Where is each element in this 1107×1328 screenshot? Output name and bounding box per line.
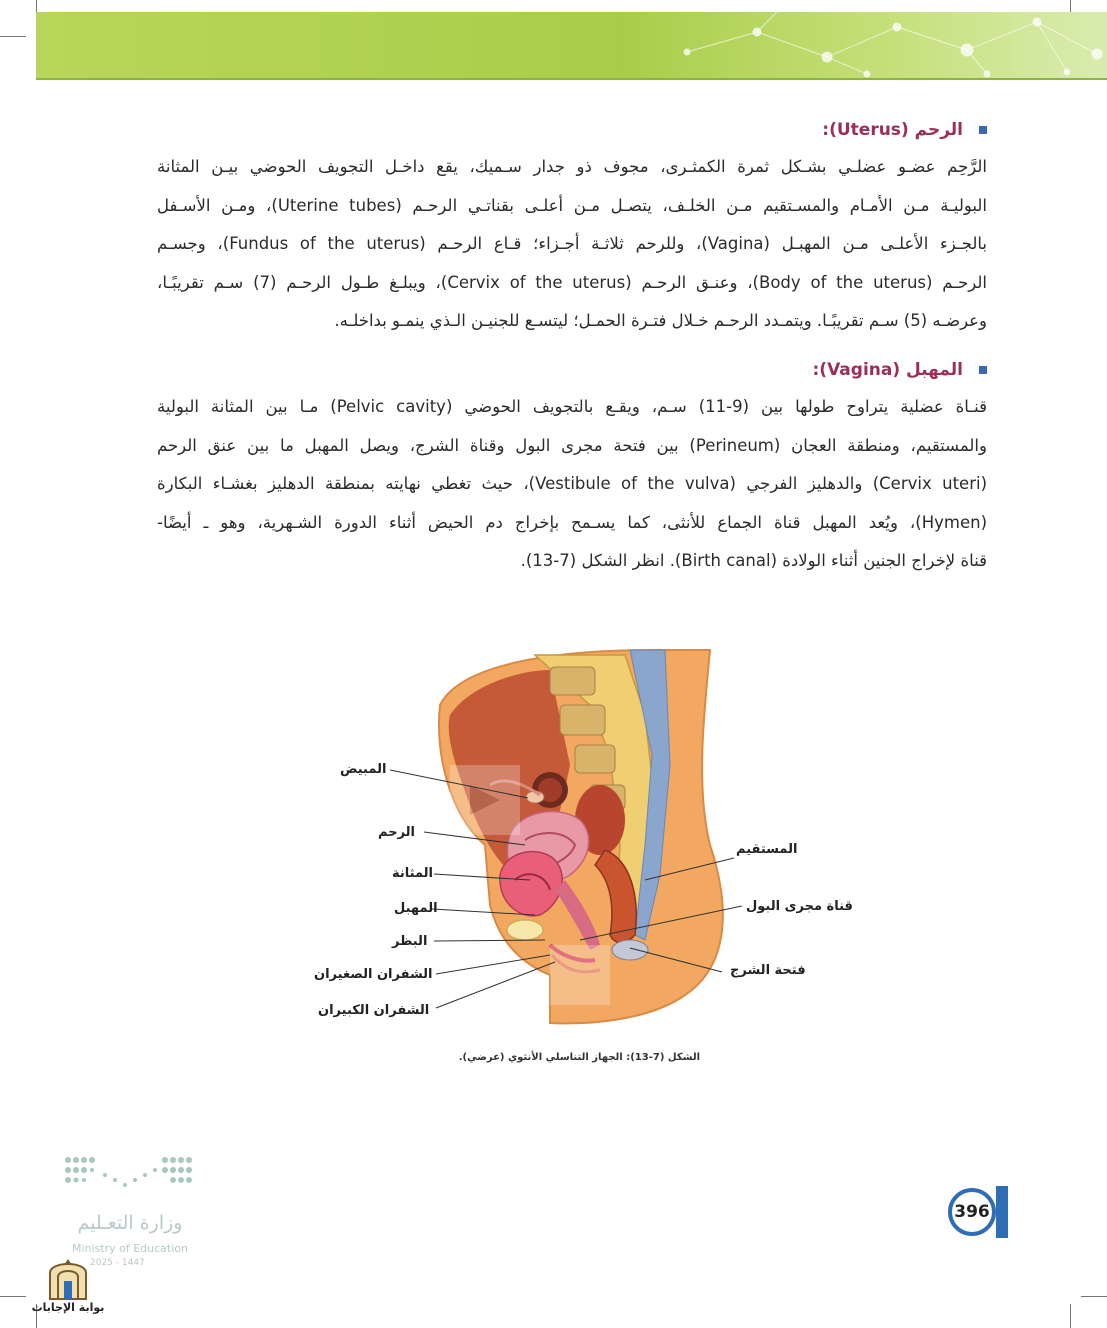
ministry-year: 2025 - 1447 [90,1258,145,1268]
site-name: بوابة الإجابات [31,1301,105,1314]
paragraph-line: قنـاة عضلية يتراوح طولها بين (9-11) سـم، ويقـع بالتجويف الحوضي (Pelvic cavity) مـا بين المثانة البولية [157,397,987,416]
label-uterus: الرحم [378,825,415,840]
paragraph-line: (Cervix uteri) والدهليز الفرجي (Vestibule of the vulva)، حيث تغطي نهايته بمنطقة الدهليز بغشـاء البكارة [157,474,988,493]
page-number-badge [946,1186,1008,1238]
paragraph-line: البوليـة مـن الأمـام والمسـتقيم مـن الخلـف، يتصـل مـن أعلـى بقناتـي الرحـم (Uterine tubes)، ومـن الأسـفل [157,195,987,215]
site-logo [28,1255,108,1317]
paragraph-line: وعرضـه (5) سـم تقريبًـا. ويتمـدد الرحـم خـلال فتـرة الحمـل؛ ليتسـع للجنيـن الـذي ينمـو بداخلـه. [334,311,987,330]
gate-icon [28,1255,108,1301]
label-rectum: المستقيم [736,842,798,857]
paragraph-line: والمستقيم، ومنطقة العجان (Perineum) بين فتحة مجرى البول وقناة الشرج، ويصل المهبل ما بين عنق الرحم [157,435,987,455]
label-labia-minora: الشفران الصغيران [314,967,433,982]
paragraph-line: (Hymen)، ويُعد المهبل قناة الجماع للأنثى، كما يسـمح بإخراج دم الحيض أثناء الدورة الشـهرية، وهو ـ أيضًا- [157,512,987,532]
label-vagina: المهبل [394,901,438,916]
paragraph-line: الرَّحِم عضـو عضلـي بشـكل ثمرة الكمثـرى، مجوف ذو جدار سـميك، يقع داخـل التجويف الحوضي بيـن المثانة [157,157,987,176]
page-number: 396 [948,1188,996,1236]
paragraph-line: الرحـم (Body of the uterus)، وعنـق الرحـم (Cervix of the uterus)، ويبلـغ طـول الرحـم (7) سـم تقريبًـا، [157,272,987,292]
label-ovary: المبيض [340,762,387,777]
ministry-name-en: Ministry of Education [71,1242,188,1255]
ministry-name-ar: وزارة التعـليم [77,1212,183,1234]
paragraph-line: قناة لإخراج الجنين أثناء الولادة (Birth canal). انظر الشكل (7-13). [520,551,987,570]
uterus-heading: الرحم (Uterus): [822,120,963,140]
label-clitoris: البظر [392,934,428,949]
label-bladder: المثانة [392,866,434,881]
label-urethra: قناة مجرى البول [746,899,853,914]
page-number-bar [996,1186,1008,1238]
label-anus: فتحة الشرج [730,963,806,978]
label-labia-majora: الشفران الكبيران [318,1003,430,1018]
figure-caption: الشكل (7-13): الجهاز التناسلي الأنثوي (عرضي). [458,1052,700,1063]
ministry-dots-icon [60,1150,200,1200]
paragraph-line: بالجـزء الأعلـى مـن المهبـل (Vagina)، وللرحم ثلاثـة أجـزاء؛ قـاع الرحـم (Fundus of the uterus)، وجسـم [157,234,987,253]
ministry-logo [60,1150,210,1268]
vagina-heading: المهبل (Vagina): [812,360,963,380]
